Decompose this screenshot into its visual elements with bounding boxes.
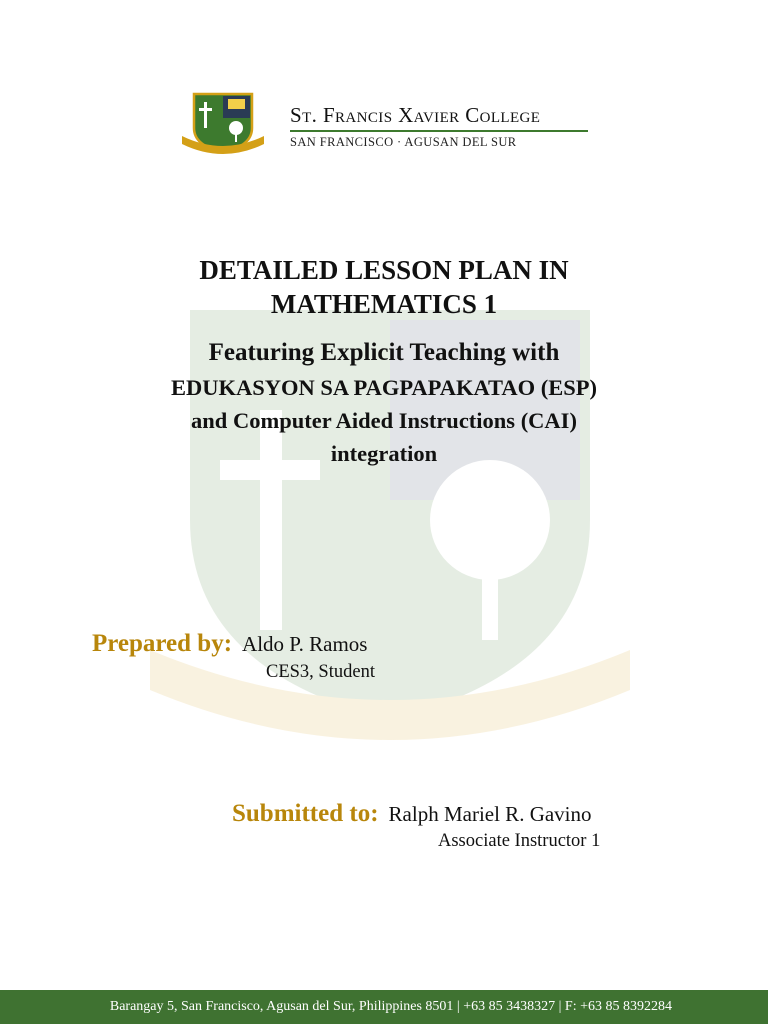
prepared-label: Prepared by: — [92, 630, 233, 657]
preparer-role: CES3, Student — [266, 662, 375, 682]
subtitle-line-4: integration — [330, 441, 438, 466]
footer-bar — [0, 990, 768, 1024]
title-line-1: DETAILED LESSON PLAN IN — [199, 255, 569, 285]
footer-contact: Barangay 5, San Francisco, Agusan del Sur, Philippines 8501 | +63 85 3438327 | F: +63 85 8392284 — [109, 999, 672, 1014]
submittee-name: Ralph Mariel R. Gavino — [388, 802, 592, 826]
subtitle-line-1: Featuring Explicit Teaching with — [208, 339, 560, 366]
preparer-name: Aldo P. Ramos — [242, 632, 368, 656]
submittee-role: Associate Instructor 1 — [438, 831, 601, 851]
prepared-by — [92, 630, 367, 658]
title-line-2: MATHEMATICS 1 — [270, 289, 498, 319]
submitted-label: Submitted to: — [232, 800, 379, 827]
subtitle-line-2: EDUKASYON SA PAGPAPAKATAO (ESP) — [170, 375, 598, 400]
subtitle-line-3: and Computer Aided Instructions (CAI) — [191, 408, 577, 433]
document-title — [0, 253, 768, 321]
college-header — [290, 103, 590, 150]
college-name: St. Francis Xavier College — [290, 103, 541, 127]
college-location: SAN FRANCISCO · AGUSAN DEL SUR — [290, 135, 517, 149]
college-seal-logo — [180, 90, 266, 156]
header-rule — [290, 130, 588, 132]
submitted-to — [232, 800, 592, 828]
